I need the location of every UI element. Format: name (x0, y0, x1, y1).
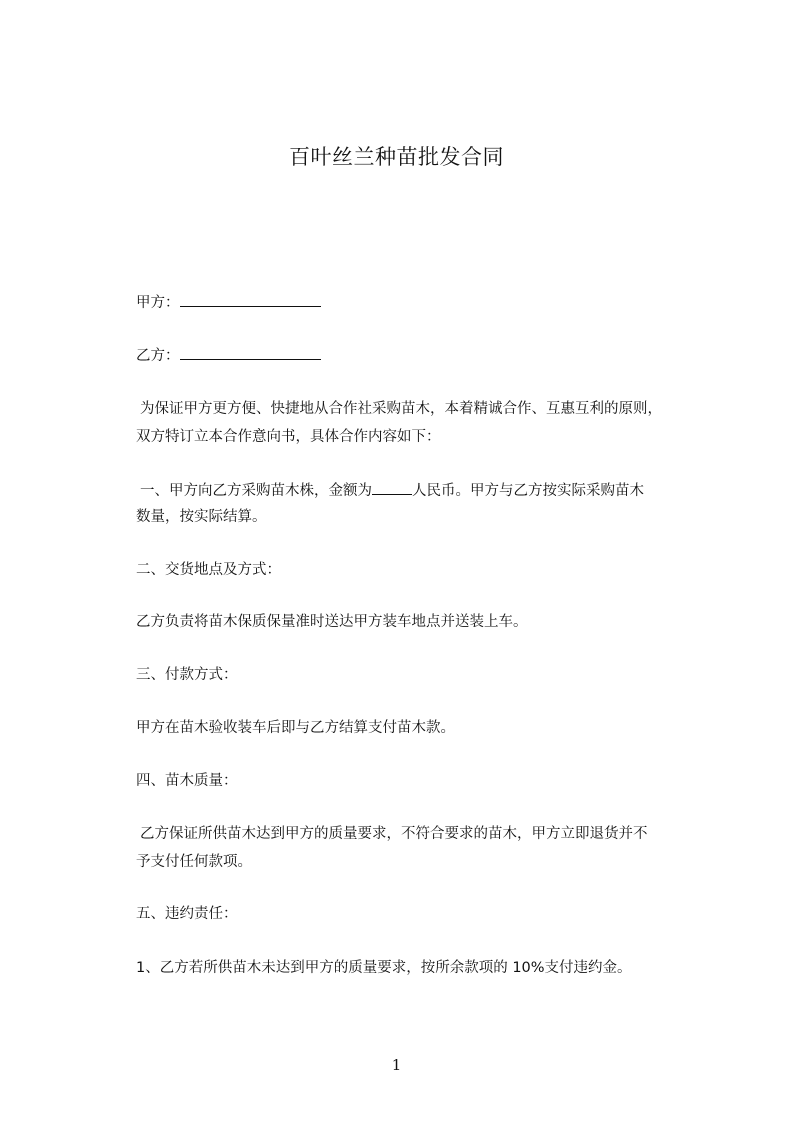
page-number: 1 (391, 1056, 402, 1074)
section-1-line-1 (140, 480, 700, 501)
amount-blank (372, 480, 412, 495)
section-4-line-2: 予支付任何款项。 (136, 854, 252, 870)
intro-line-1: 为保证甲方更方便、快捷地从合作社采购苗木，本着精诚合作、互惠互利的原则， (140, 401, 662, 417)
section-4-heading: 四、苗木质量： (136, 773, 238, 789)
section-1-line-2: 数量，按实际结算。 (136, 509, 267, 525)
document-title: 百叶丝兰种苗批发合同 (289, 145, 504, 169)
party-b-label: 乙方： (136, 348, 180, 364)
party-b-line (136, 345, 696, 366)
section-2-heading: 二、交货地点及方式： (136, 562, 281, 578)
intro-line-2: 双方特订立本合作意向书，具体合作内容如下： (136, 429, 441, 445)
section-2-body: 乙方负责将苗木保质保量准时送达甲方装车地点并送装上车。 (136, 614, 528, 630)
section-3-heading: 三、付款方式： (136, 667, 238, 683)
section-5-heading: 五、违约责任： (136, 906, 238, 922)
party-a-line (136, 292, 696, 313)
section-3-body: 甲方在苗木验收装车后即与乙方结算支付苗木款。 (136, 720, 455, 736)
party-a-blank (180, 292, 321, 307)
section-1-text-a: 一、甲方向乙方采购苗木株，金额为 (140, 483, 372, 499)
section-5-item-1: 1、乙方若所供苗木未达到甲方的质量要求，按所余款项的 10%支付违约金。 (136, 960, 632, 976)
section-1-text-b: 人民币。甲方与乙方按实际采购苗木 (412, 483, 644, 499)
section-4-line-1: 乙方保证所供苗木达到甲方的质量要求，不符合要求的苗木，甲方立即退货并不 (140, 826, 648, 842)
party-b-blank (180, 345, 321, 360)
party-a-label: 甲方： (136, 295, 180, 311)
